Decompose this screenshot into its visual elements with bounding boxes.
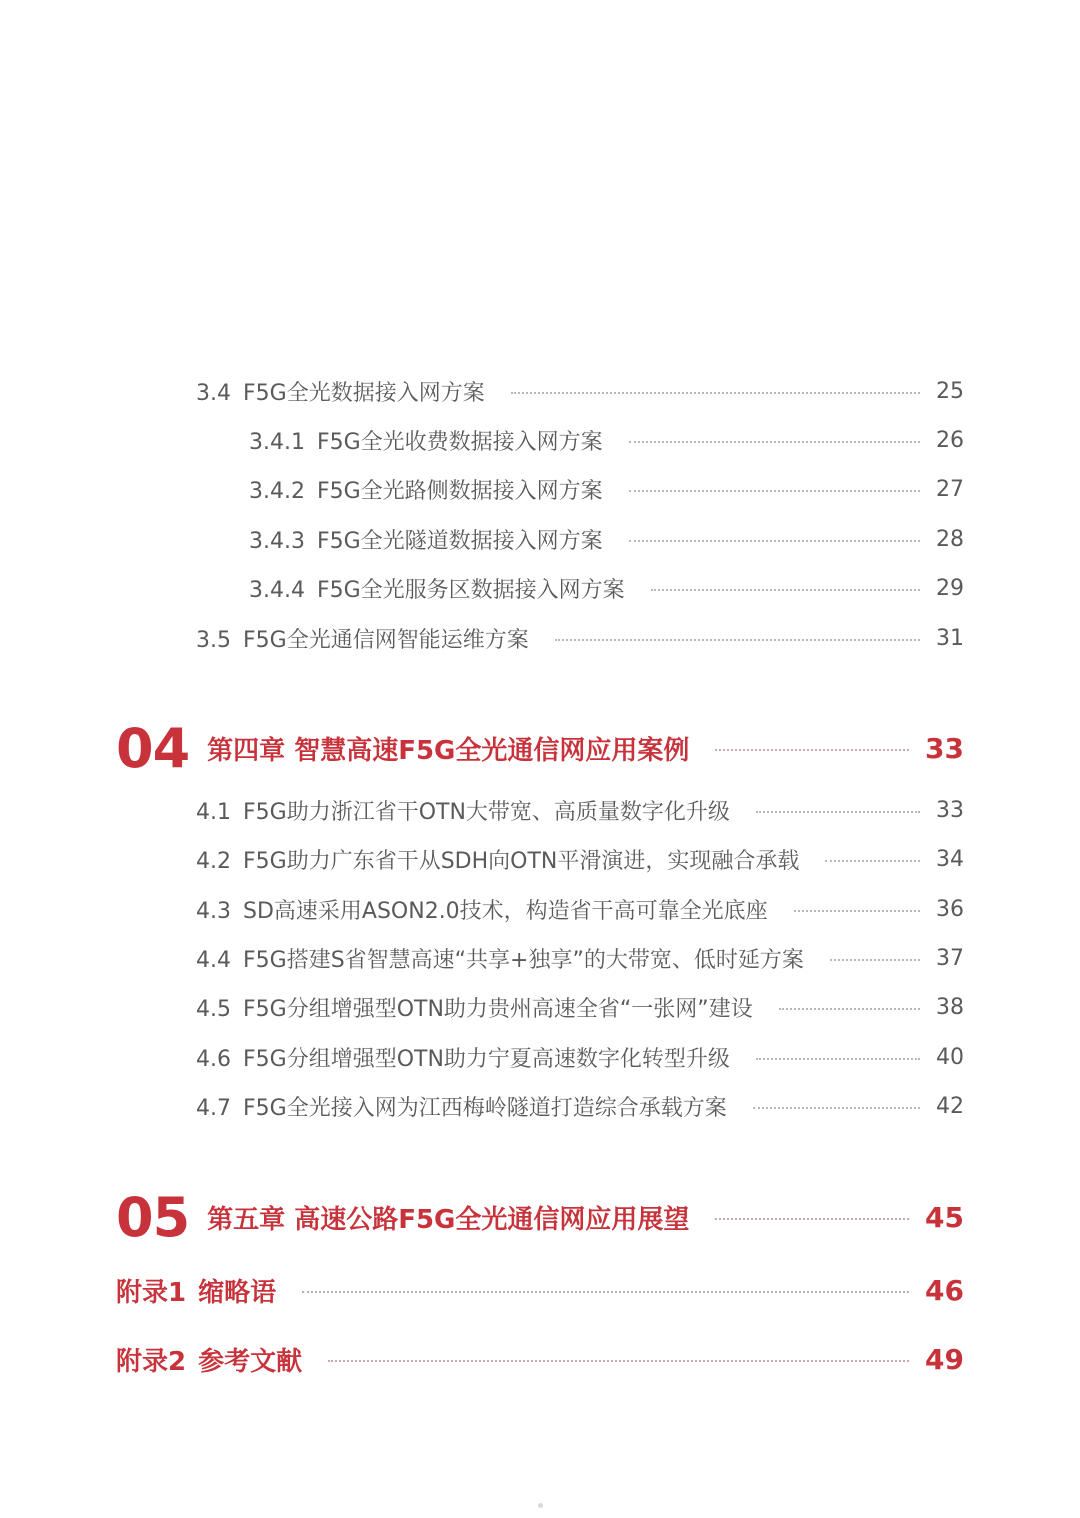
toc-entry-4-1[interactable] [196,790,964,830]
toc-appendix-2[interactable] [116,1334,964,1384]
entry-number: 4.7 [196,1095,231,1121]
chapter-number: 05 [116,1185,190,1249]
entry-page-number: 40 [936,1044,964,1070]
dot-leader [830,959,920,961]
entry-title: F5G助力浙江省干OTN大带宽、高质量数字化升级 [243,799,730,825]
entry-number: 3.4 [196,380,231,406]
entry-title: F5G分组增强型OTN助力宁夏高速数字化转型升级 [243,1046,730,1072]
entry-number: 4.2 [196,848,231,874]
entry-page-number: 42 [936,1093,964,1119]
entry-title: F5G全光隧道数据接入网方案 [316,528,603,554]
entry-page-number: 27 [936,476,964,502]
appendix-page-number: 49 [925,1342,964,1376]
entry-title: SD高速采用ASON2.0技术，构造省干高可靠全光底座 [243,898,768,924]
entry-page-number: 25 [936,378,964,404]
entry-number: 3.4.4 [249,577,305,603]
entry-title: F5G分组增强型OTN助力贵州高速全省“一张网”建设 [243,996,753,1022]
entry-number: 3.4.3 [249,528,305,554]
toc-appendix-1[interactable] [116,1265,964,1315]
dot-leader [629,490,920,492]
dot-leader [753,1107,920,1109]
dot-leader [825,860,920,862]
dot-leader [555,639,920,641]
toc-entry-3-4-1[interactable] [249,420,964,460]
entry-title: F5G全光服务区数据接入网方案 [316,577,625,603]
chapter-number: 04 [116,716,190,780]
entry-page-number: 29 [936,575,964,601]
dot-leader [794,910,920,912]
chapter-page-number: 45 [925,1200,964,1234]
chapter-title: 第四章 智慧高速F5G全光通信网应用案例 [207,735,690,766]
entry-number: 4.1 [196,799,231,825]
entry-number: 4.4 [196,947,231,973]
dot-leader [302,1291,909,1293]
chapter-title: 第五章 高速公路F5G全光通信网应用展望 [207,1204,690,1235]
entry-title: F5G全光路侧数据接入网方案 [316,478,603,504]
entry-number: 3.4.1 [249,429,305,455]
chapter-page-number: 33 [925,731,964,765]
toc-entry-3-4-2[interactable] [249,469,964,509]
appendix-label: 附录2 [116,1346,187,1377]
toc-entry-4-6[interactable] [196,1037,964,1077]
dot-leader [779,1008,920,1010]
entry-page-number: 38 [936,994,964,1020]
entry-number: 4.3 [196,898,231,924]
entry-number: 4.6 [196,1046,231,1072]
toc-chapter-4[interactable] [116,713,964,783]
dot-leader [756,811,920,813]
entry-title: F5G助力广东省干从SDH向OTN平滑演进，实现融合承载 [243,848,800,874]
toc-chapter-5[interactable] [116,1182,964,1252]
toc-entry-4-7[interactable] [196,1086,964,1126]
toc-entry-4-5[interactable] [196,987,964,1027]
dot-leader [328,1360,909,1362]
entry-title: F5G全光收费数据接入网方案 [316,429,603,455]
entry-number: 3.4.2 [249,478,305,504]
appendix-label: 附录1 [116,1277,187,1308]
appendix-title: 参考文献 [198,1346,303,1377]
entry-page-number: 31 [936,625,964,651]
page-footer-dot [538,1503,543,1508]
dot-leader [651,589,920,591]
toc-entry-4-2[interactable] [196,839,964,879]
dot-leader [511,392,920,394]
entry-page-number: 26 [936,427,964,453]
entry-title: F5G搭建S省智慧高速“共享+独享”的大带宽、低时延方案 [243,947,804,973]
toc-entry-4-3[interactable] [196,889,964,929]
entry-number: 4.5 [196,996,231,1022]
toc-entry-3-4-3[interactable] [249,519,964,559]
dot-leader [629,540,920,542]
entry-number: 3.5 [196,627,231,653]
entry-page-number: 28 [936,526,964,552]
toc-entry-3-4[interactable] [196,371,964,411]
dot-leader [629,441,920,443]
toc-entry-4-4[interactable] [196,938,964,978]
entry-title: F5G全光通信网智能运维方案 [243,627,529,653]
entry-page-number: 36 [936,896,964,922]
appendix-page-number: 46 [925,1273,964,1307]
dot-leader [715,749,909,751]
entry-page-number: 34 [936,846,964,872]
entry-page-number: 33 [936,797,964,823]
entry-title: F5G全光数据接入网方案 [243,380,485,406]
toc-entry-3-5[interactable] [196,618,964,658]
toc-entry-3-4-4[interactable] [249,568,964,608]
appendix-title: 缩略语 [198,1277,277,1308]
dot-leader [756,1058,920,1060]
dot-leader [715,1218,909,1220]
entry-title: F5G全光接入网为江西梅岭隧道打造综合承载方案 [243,1095,727,1121]
entry-page-number: 37 [936,945,964,971]
